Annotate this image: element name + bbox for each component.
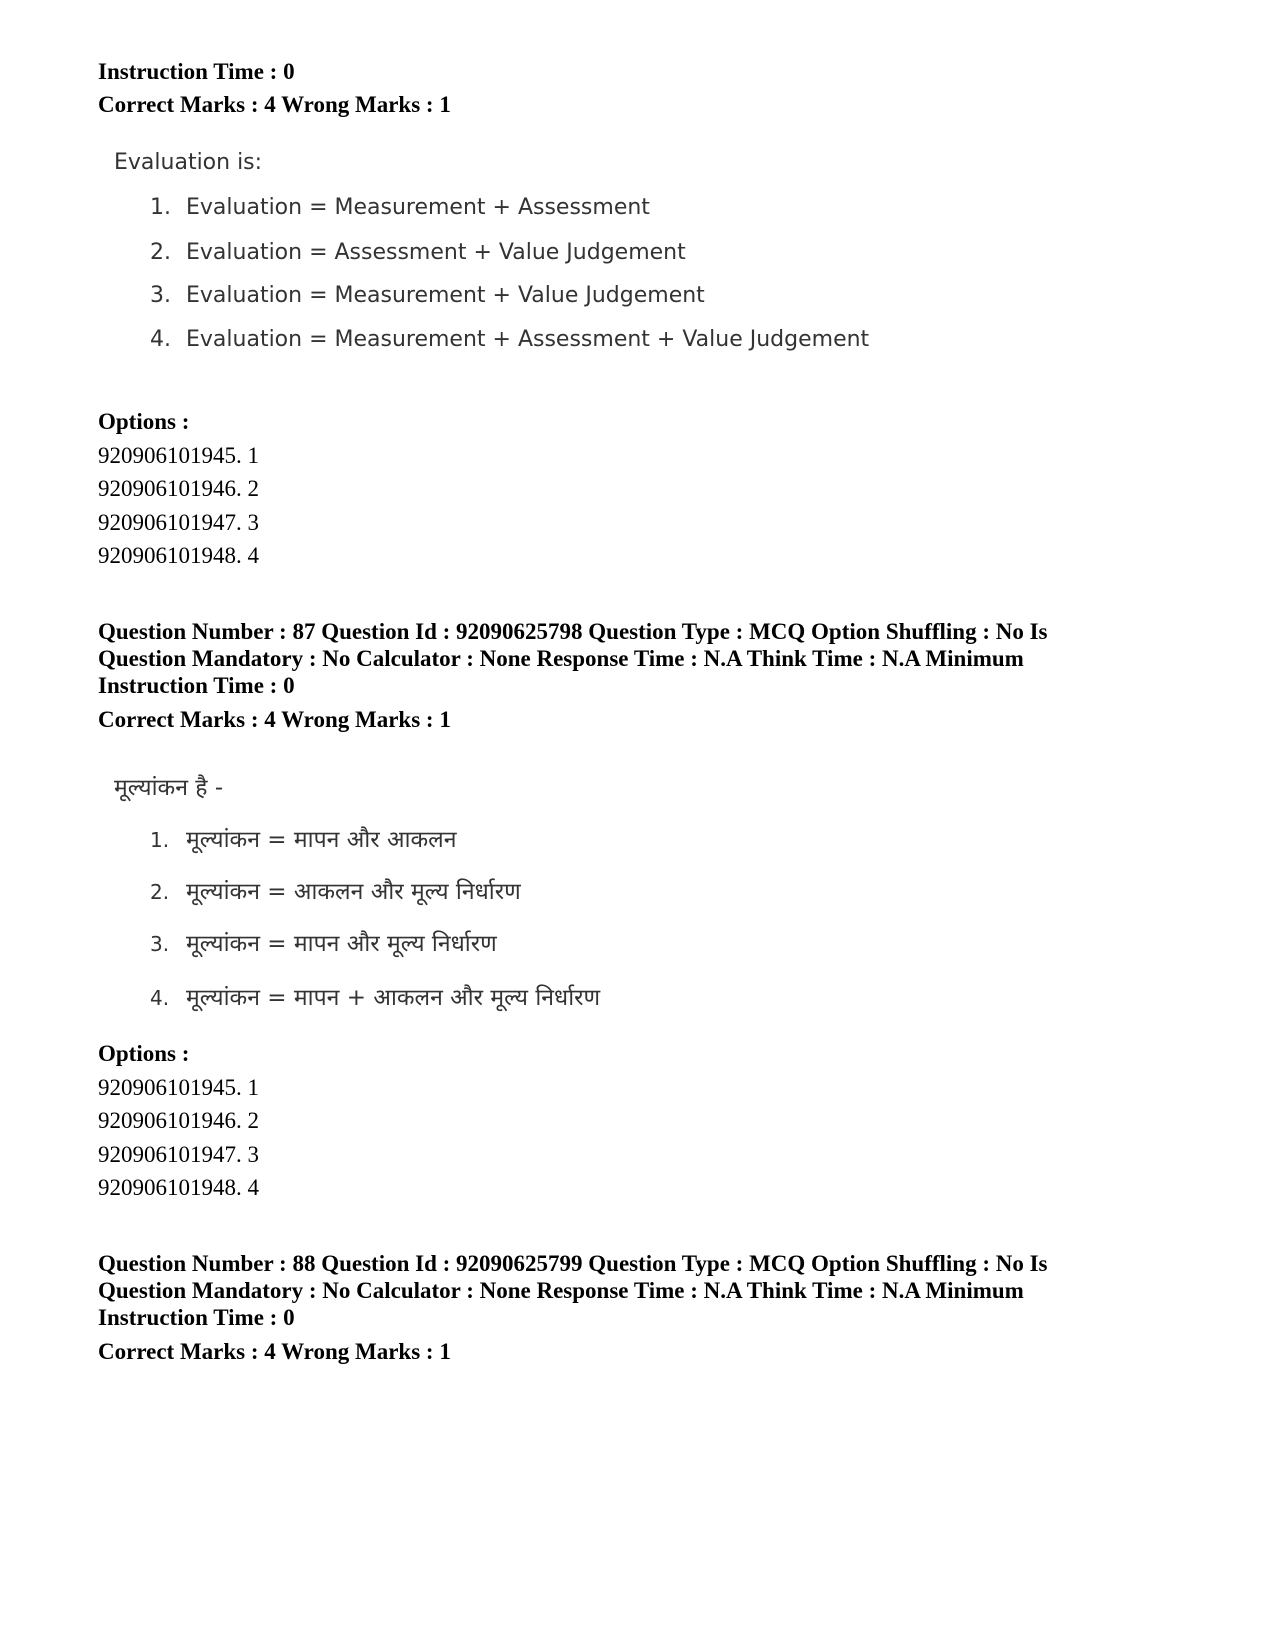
options-heading: Options : <box>98 1041 190 1066</box>
question-header-line: Instruction Time : 0 <box>98 1305 295 1330</box>
choice-number: 4. <box>150 327 171 352</box>
choice-number: 3. <box>150 932 170 956</box>
option-item: 920906101948. 4 <box>98 543 259 568</box>
choice-number: 2. <box>150 240 171 265</box>
choice-text: मूल्यांकन = मापन + आकलन और मूल्य निर्धारण <box>186 985 601 1011</box>
choice-text: Evaluation = Assessment + Value Judgement <box>186 240 686 265</box>
marks-line: Correct Marks : 4 Wrong Marks : 1 <box>98 92 451 117</box>
choice-text: मूल्यांकन = मापन और मूल्य निर्धारण <box>186 931 497 957</box>
choice-4 <box>150 980 600 1012</box>
question-87-image <box>98 770 998 1010</box>
choice-text: मूल्यांकन = आकलन और मूल्य निर्धारण <box>186 879 521 905</box>
choice-text: Evaluation = Measurement + Assessment + Value Judgement <box>186 327 870 352</box>
option-item: 920906101948. 4 <box>98 1175 259 1200</box>
choice-number: 3. <box>150 283 171 308</box>
choice-4 <box>150 327 869 352</box>
options-heading: Options : <box>98 409 190 434</box>
choice-3 <box>150 926 497 958</box>
option-item: 920906101947. 3 <box>98 510 259 535</box>
option-item: 920906101945. 1 <box>98 1075 259 1100</box>
question-header-line: Question Mandatory : No Calculator : None Response Time : N.A Think Time : N.A Minimum <box>98 1278 1024 1303</box>
question-header-line: Question Number : 88 Question Id : 92090625799 Question Type : MCQ Option Shuffling : No Is <box>98 1251 1048 1276</box>
question-header-line: Question Number : 87 Question Id : 92090625798 Question Type : MCQ Option Shuffling : No Is <box>98 619 1048 644</box>
choice-number: 1. <box>150 828 170 852</box>
question-stem: मूल्यांकन है - <box>114 775 224 801</box>
choice-1 <box>150 822 457 854</box>
choice-number: 4. <box>150 986 170 1010</box>
choice-2 <box>150 240 686 265</box>
option-item: 920906101946. 2 <box>98 476 259 501</box>
choice-number: 1. <box>150 195 171 220</box>
option-item: 920906101945. 1 <box>98 443 259 468</box>
question-header-line: Instruction Time : 0 <box>98 673 295 698</box>
choice-text: Evaluation = Measurement + Assessment <box>186 195 650 220</box>
question-stem: Evaluation is: <box>114 150 263 175</box>
choice-3 <box>150 283 705 308</box>
option-item: 920906101946. 2 <box>98 1108 259 1133</box>
question-86-image <box>98 150 998 360</box>
marks-line: Correct Marks : 4 Wrong Marks : 1 <box>98 1339 451 1364</box>
option-item: 920906101947. 3 <box>98 1142 259 1167</box>
choice-number: 2. <box>150 880 170 904</box>
instruction-time: Instruction Time : 0 <box>98 59 295 84</box>
choice-text: Evaluation = Measurement + Value Judgement <box>186 283 705 308</box>
marks-line: Correct Marks : 4 Wrong Marks : 1 <box>98 707 451 732</box>
choice-2 <box>150 874 521 906</box>
question-header-line: Question Mandatory : No Calculator : None Response Time : N.A Think Time : N.A Minimum <box>98 646 1024 671</box>
choice-1 <box>150 195 650 220</box>
choice-text: मूल्यांकन = मापन और आकलन <box>186 827 457 853</box>
